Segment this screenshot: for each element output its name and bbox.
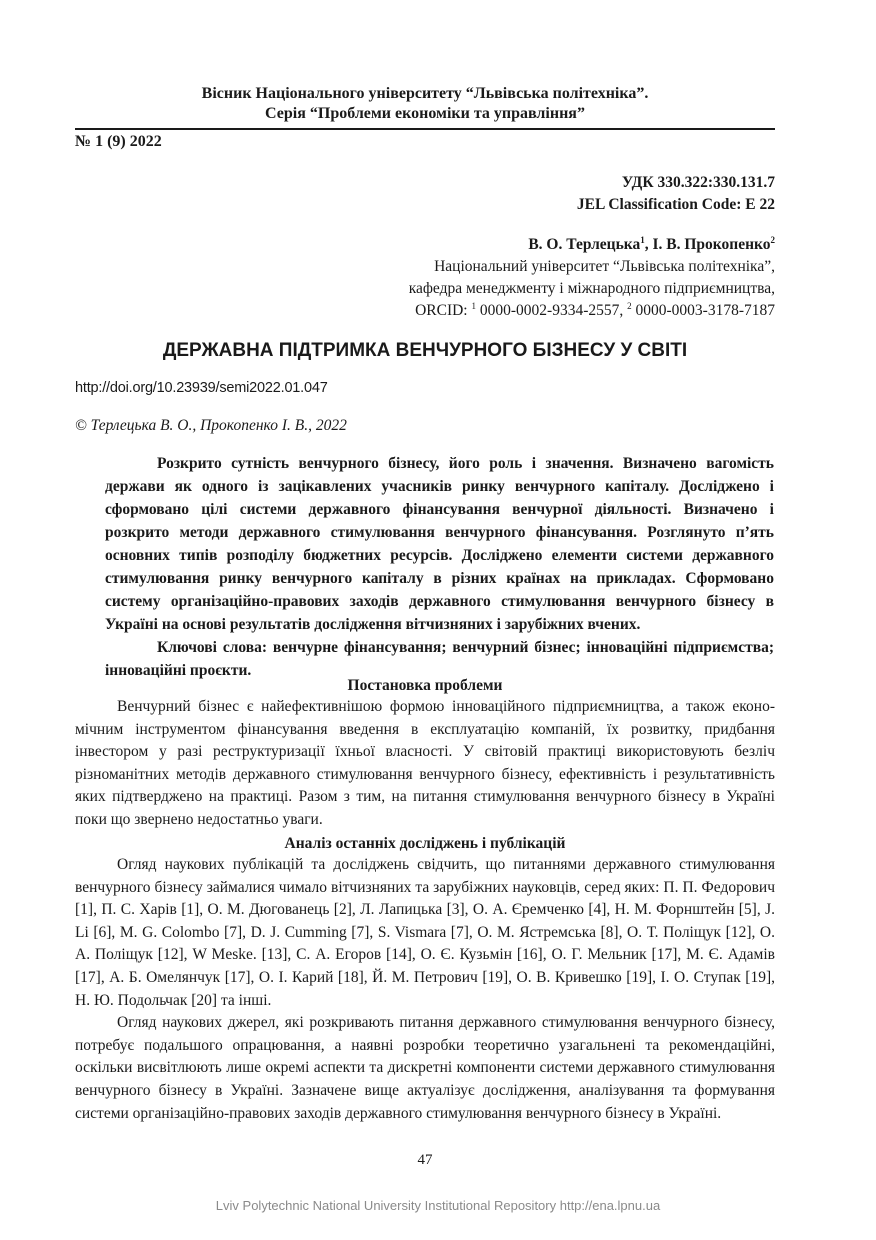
repository-footer: Lviv Polytechnic National University Institutional Repository http://ena.lpnu.ua: [215, 1198, 661, 1213]
affiliation-university: Національний університет “Львівська політехніка”,: [434, 258, 775, 275]
section-body-problem: [75, 696, 775, 832]
article-title: ДЕРЖАВНА ПІДТРИМКА ВЕНЧУРНОГО БІЗНЕСУ У СВІТІ: [162, 340, 688, 361]
journal-header: [75, 84, 775, 124]
paragraph: Венчурний бізнес є найефективнішою формою інноваційного підприємництва, а також економічним інструментом фінансування введення в експлуатацію компаній, їх розвитку, придбання інвестором у разі реструктуризації їхньої власності. У світовій практиці використовують безліч різноманітних методів державного стимулювання венчурного бізнесу, ефективність і результативність яких підтверджено на практиці. Разом з тим, на питання стимулювання венчурного бізнесу в Україні поки що звернено недостатньо уваги.: [75, 698, 775, 828]
author-1: В. О. Терлецька: [528, 236, 641, 253]
header-divider: [75, 128, 775, 130]
section-heading-problem: Постановка проблеми: [347, 677, 503, 694]
abstract-text: Розкрито сутність венчурного бізнесу, його роль і значення. Визначено вагомість держави як одного із зацікавлених учасників ринку венчурного капіталу. Досліджено і сформовано цілі системи державного фінансування венчурної діяльності. Визначено і розкрито методи державного стимулювання венчурного фінансування. Розглянуто п’ять основних типів розподілу бюджетних ресурсів. Досліджено елементи системи державного стимулювання ринку венчурного капіталу в різних країнах на прикладах. Сформовано систему організаційно-правових заходів державного стимулювання венчурного бізнесу в Україні на основі результатів дослідження вітчизняних і зарубіжних вчених.: [105, 455, 774, 633]
paragraph: Огляд наукових джерел, які розкривають питання державного стимулювання венчурного бізнесу, потребує подальшого опрацювання, а наявні розробки теоретично узагальнені та рекомендаційні, оскільки висвітлюють лише окремі аспекти та дискретні компоненти системи державного стимулювання венчурного бізнесу в Україні. Зазначене вище актуалізує дослідження, аналізування та формування системи організаційно-правових заходів державного стимулювання венчурного бізнесу в Україні.: [75, 1014, 775, 1122]
jel-code: JEL Classification Code: E 22: [576, 196, 775, 213]
author-2: І. В. Прокопенко: [652, 236, 771, 253]
orcid-sup-2: 2: [627, 301, 632, 311]
author-names: [409, 234, 775, 256]
section-heading-literature: Аналіз останніх досліджень і публікацій: [284, 835, 566, 852]
classification-block: [577, 172, 775, 216]
author-block: [409, 234, 775, 322]
keywords: Ключові слова: венчурне фінансування; венчурний бізнес; інноваційні підприємства; інноваційні проєкти.: [105, 639, 774, 679]
author-2-sup: 2: [770, 235, 775, 245]
section-body-literature: [75, 854, 775, 1125]
affiliation-department: кафедра менеджменту і міжнародного підприємництва,: [408, 280, 775, 297]
journal-title: Вісник Національного університету “Львівська політехніка”.: [201, 85, 649, 102]
issue-number: № 1 (9) 2022: [75, 133, 162, 150]
udk-code: УДК 330.322:330.131.7: [621, 174, 775, 191]
copyright-line: © Терлецька В. О., Прокопенко І. В., 2022: [75, 417, 347, 434]
orcid-2: 0000-0003-3178-7187: [631, 302, 775, 319]
orcid-sup-1: 1: [471, 301, 476, 311]
paragraph: Огляд наукових публікацій та досліджень свідчить, що питаннями державного стимулювання венчурного бізнесу займалися чимало вітчизняних та зарубіжних науковців, серед яких: П. П. Федорович [1], П. С. Харів [1], О. М. Дюгованець [2], Л. Лапицька [3], О. А. Єремченко [4], Н. М. Форнштейн [5], J. Li [6], M. G. Colombo [7], D. J. Cumming [7], S. Vismara [7], О. М. Ястремська [8], О. Т. Поліщук [12], О. А. Поліщук [12], W Meske. [13], С. А. Егоров [14], О. Є. Кузьмін [16], О. Г. Мельник [17], М. Є. Адамів [17], А. Б. Омелянчук [17], О. І. Карий [18], Й. М. Петрович [19], О. В. Кривешко [19], І. О. Ступак [19], Н. Ю. Подольчак [20] та інші.: [75, 856, 775, 1009]
journal-series: Серія “Проблеми економіки та управління”: [265, 105, 585, 122]
orcid-label: ORCID:: [415, 302, 472, 319]
doi-link[interactable]: http://doi.org/10.23939/semi2022.01.047: [75, 380, 328, 396]
author-1-sup: 1: [640, 235, 645, 245]
orcid-line: [409, 300, 775, 322]
author-separator: ,: [644, 236, 653, 253]
abstract: [105, 452, 774, 682]
page-number: 47: [417, 1152, 433, 1168]
orcid-1: 0000-0002-9334-2557,: [476, 302, 628, 319]
